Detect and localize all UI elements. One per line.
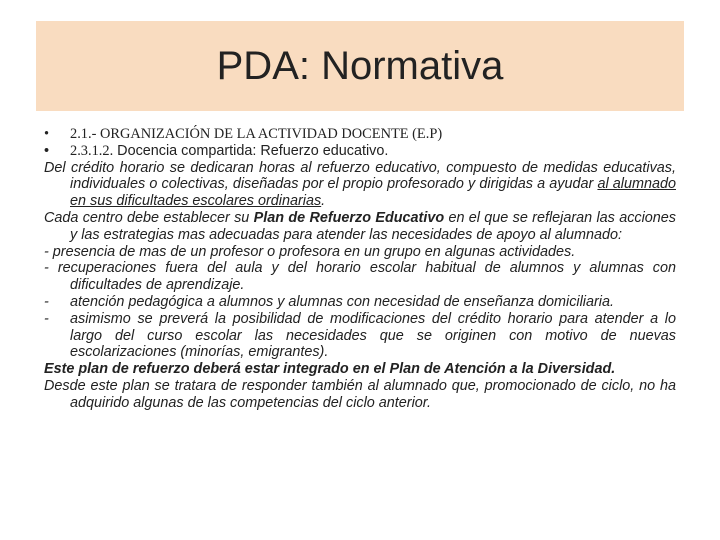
list-item-text: atención pedagógica a alumnos y alumnas con necesidad de enseñanza domiciliaria.: [70, 293, 614, 310]
list-item-atencion: [44, 294, 676, 311]
paragraph-text: Del crédito horario se dedicaran horas al refuerzo educativo, compuesto de medidas educativas, individuales o colectivas, diseñadas por el propio profesorado y dirigidas a ayudar: [44, 159, 676, 193]
bullet-number: 2.3.1.2.: [70, 142, 114, 159]
paragraph-desde: Desde este plan se tratara de responder también al alumnado que, promocionado de ciclo, no ha adquirido algunas de las competencias del ciclo anterior.: [44, 377, 676, 411]
bold-plan-name: Plan de Refuerzo Educativo: [253, 209, 445, 226]
dash-marker: -: [44, 293, 49, 310]
bullet-organizacion: [44, 126, 676, 143]
bullet-marker: •: [44, 126, 50, 142]
list-item-presencia: - presencia de mas de un profesor o profesora en un grupo en algunas actividades.: [44, 243, 576, 260]
title-band: [36, 21, 684, 111]
paragraph-text-end: en el que se reflejaran las acciones y las estrategias mas adecuadas para atender las necesidades de apoyo al alumnado:: [70, 209, 676, 243]
paragraph-period: .: [321, 193, 326, 210]
paragraph-integrado: Este plan de refuerzo deberá estar integrado en el Plan de Atención a la Diversidad.: [44, 361, 616, 378]
list-item-recuperaciones: - recuperaciones fuera del aula y del horario escolar habitual de alumnos y alumnas con dificultades de aprendizaje.: [44, 260, 676, 294]
slide-title: PDA: Normativa: [216, 43, 504, 88]
slide-content: [44, 126, 676, 412]
paragraph-plan: [44, 210, 676, 244]
underlined-text: al alumnado en sus dificultades escolares ordinarias: [70, 176, 676, 210]
paragraph-text: Cada centro debe establecer su: [44, 209, 254, 226]
bullet-text: Docencia compartida: Refuerzo educativo.: [113, 142, 389, 159]
bullet-text: 2.1.- ORGANIZACIÓN DE LA ACTIVIDAD DOCENTE (E.P): [70, 126, 443, 142]
bullet-marker: •: [44, 142, 50, 159]
list-item-asimismo: [44, 311, 676, 361]
paragraph-credito: [44, 160, 676, 210]
list-item-text: asimismo se preverá la posibilidad de modificaciones del crédito horario para atender a lo largo del curso escolar las necesidades que se originen con motivo de nuevas escolarizaciones (minorías, emigrantes).: [70, 310, 676, 361]
dash-marker: -: [44, 310, 49, 327]
bullet-docencia: [44, 143, 676, 160]
